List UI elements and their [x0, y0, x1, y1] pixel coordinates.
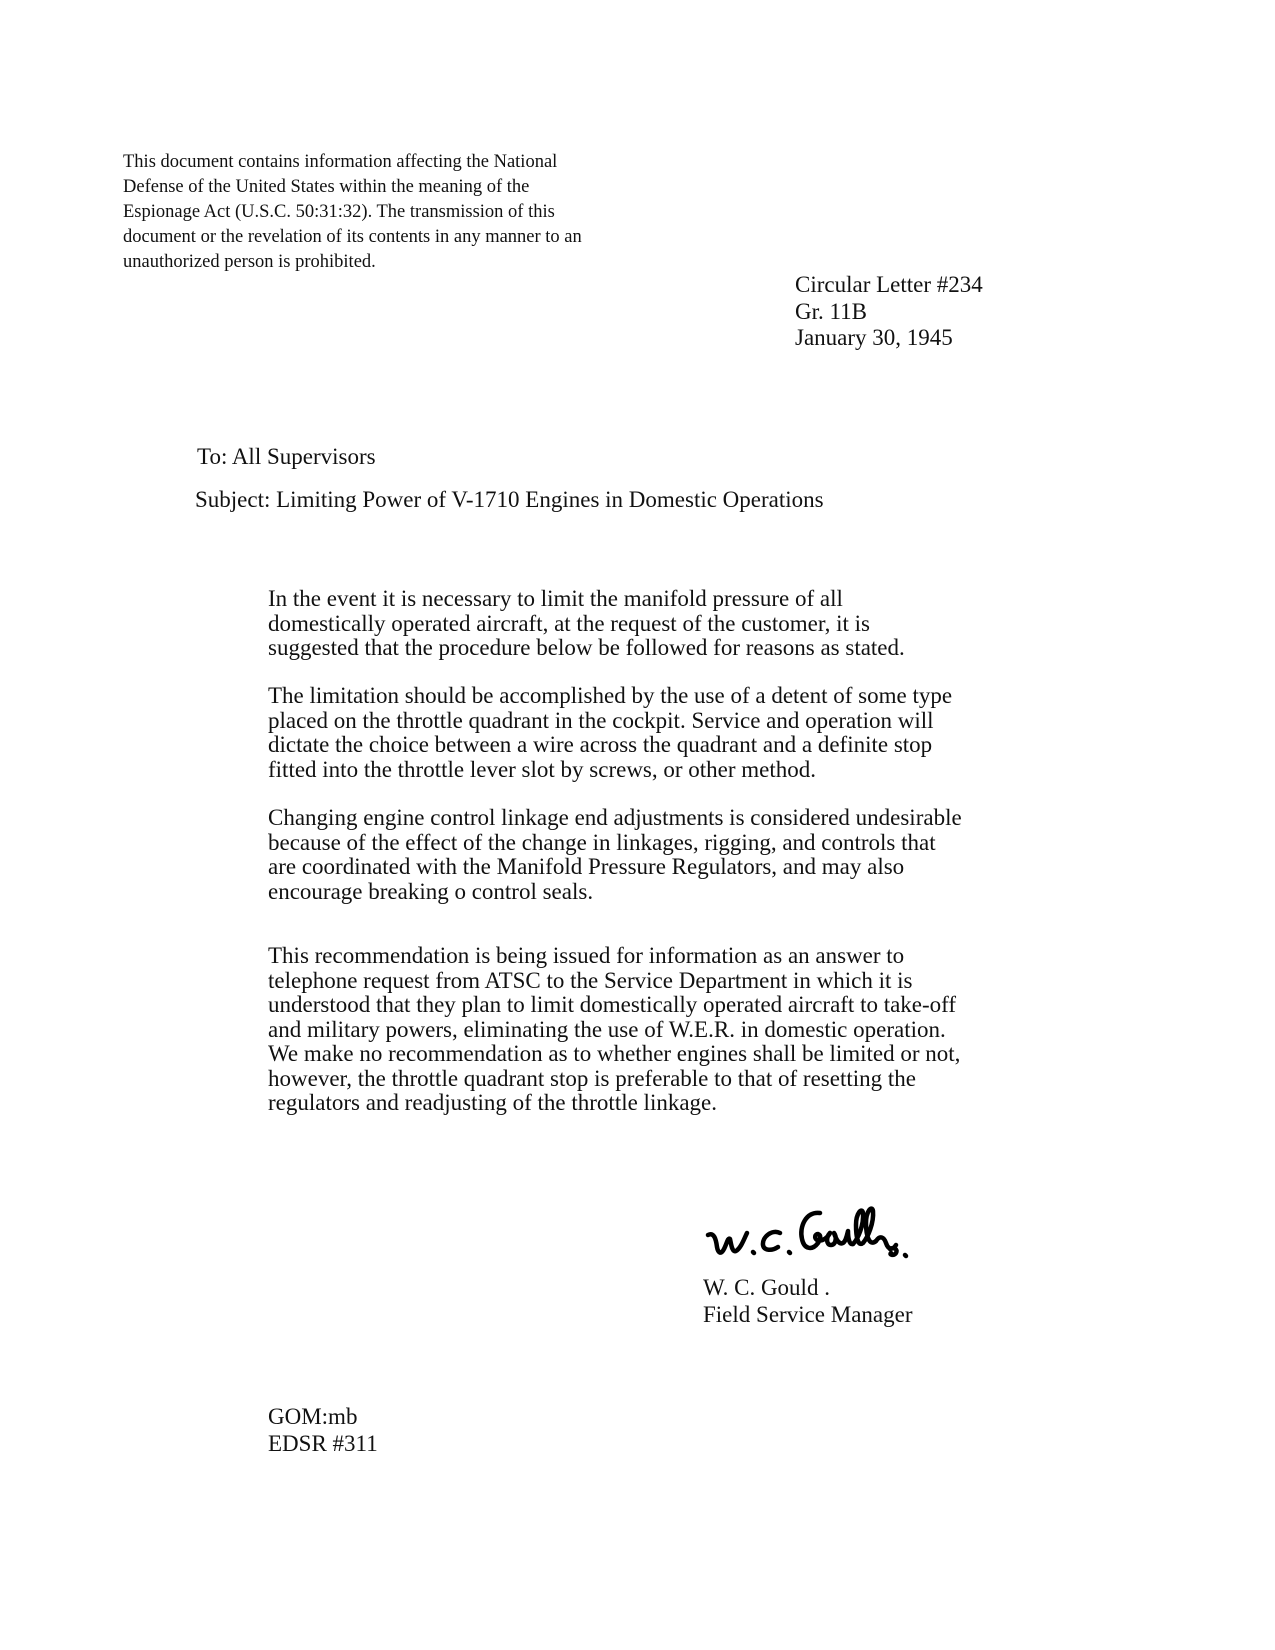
paragraph-line: regulators and readjusting of the throttle linkage.: [268, 1090, 718, 1115]
body-paragraph: [268, 944, 1048, 1116]
paragraph-line: telephone request from ATSC to the Service Department in which it is: [268, 967, 913, 993]
notice-line: document or the revelation of its contents in any manner to an: [123, 227, 582, 247]
paragraph-line: dictate the choice between a wire across the quadrant and a definite stop: [268, 732, 933, 757]
circular-letter-number: Circular Letter #234: [795, 272, 983, 297]
typist-initials: GOM:mb: [268, 1404, 358, 1429]
reference-block: [795, 272, 983, 352]
paragraph-line: In the event it is necessary to limit the manifold pressure of all: [268, 586, 843, 611]
notice-line: Espionage Act (U.S.C. 50:31:32). The transmission of this: [123, 202, 555, 222]
recipient-line: To: All Supervisors: [197, 444, 376, 469]
reference-initials-block: [268, 1403, 378, 1457]
subject-line: Subject: Limiting Power of V-1710 Engines in Domestic Operations: [195, 487, 824, 512]
body-paragraph: [268, 806, 1048, 904]
paragraph-line: placed on the throttle quadrant in the cockpit. Service and operation will: [268, 707, 934, 733]
security-notice: [123, 150, 643, 275]
paragraph-line: We make no recommendation as to whether engines shall be limited or not,: [268, 1041, 961, 1066]
paragraph-line: because of the effect of the change in linkages, rigging, and controls that: [268, 829, 936, 855]
paragraph-line: and military powers, eliminating the use of W.E.R. in domestic operation.: [268, 1016, 946, 1042]
notice-line: unauthorized person is prohibited.: [123, 252, 376, 272]
body-paragraph: [268, 684, 1048, 782]
paragraph-line: The limitation should be accomplished by the use of a detent of some type: [268, 683, 953, 708]
paragraph-line: This recommendation is being issued for information as an answer to: [268, 943, 905, 968]
paragraph-line: are coordinated with the Manifold Pressure Regulators, and may also: [268, 854, 905, 879]
paragraph-line: however, the throttle quadrant stop is preferable to that of resetting the: [268, 1065, 916, 1091]
paragraph-line: encourage breaking o control seals.: [268, 878, 594, 904]
edsr-number: EDSR #311: [268, 1431, 378, 1456]
paragraph-line: Changing engine control linkage end adjustments is considered undesirable: [268, 805, 962, 830]
paragraph-line: domestically operated aircraft, at the request of the customer, it is: [268, 610, 870, 636]
body-paragraph: [268, 587, 1048, 661]
notice-line: Defense of the United States within the meaning of the: [123, 177, 530, 197]
handwritten-signature: [700, 1205, 930, 1275]
signature-block: [703, 1274, 912, 1328]
notice-line: This document contains information affecting the National: [123, 152, 558, 172]
letter-date: January 30, 1945: [795, 325, 953, 350]
signer-name: W. C. Gould .: [703, 1275, 830, 1300]
paragraph-line: understood that they plan to limit domestically operated aircraft to take-off: [268, 992, 957, 1017]
group-code: Gr. 11B: [795, 298, 867, 324]
signer-title: Field Service Manager: [703, 1302, 913, 1327]
paragraph-line: suggested that the procedure below be followed for reasons as stated.: [268, 635, 905, 660]
paragraph-line: fitted into the throttle lever slot by screws, or other method.: [268, 756, 817, 782]
